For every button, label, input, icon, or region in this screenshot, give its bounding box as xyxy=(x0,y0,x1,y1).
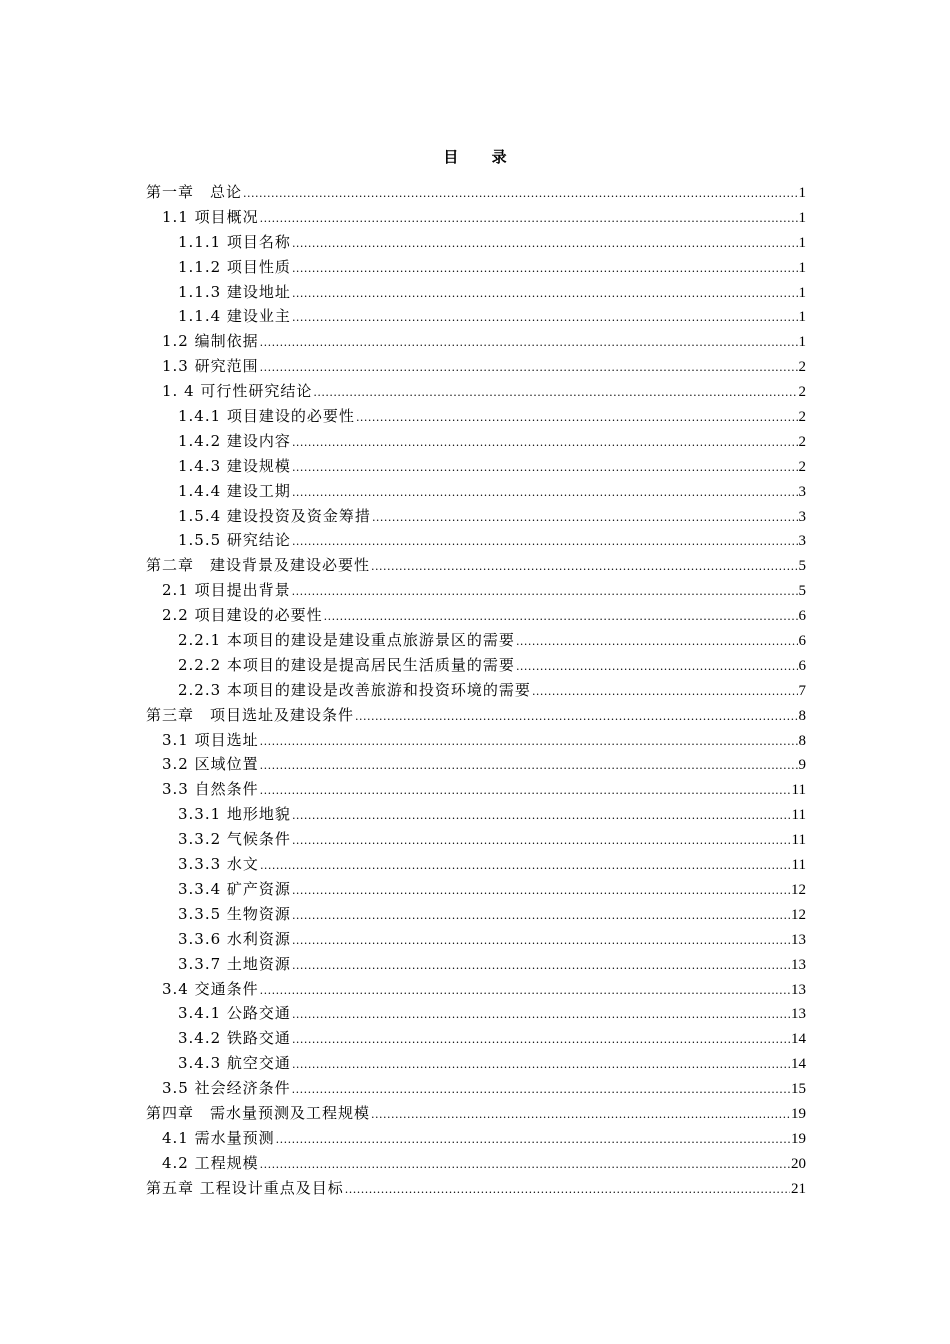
toc-dot-leader xyxy=(292,954,790,979)
toc-entry[interactable] xyxy=(146,329,806,354)
toc-entry-label: 2.2.2 本项目的建设是提高居民生活质量的需要 xyxy=(178,655,515,674)
toc-entry[interactable] xyxy=(146,379,806,404)
toc-entry-page: 7 xyxy=(798,682,806,699)
toc-entry-page: 11 xyxy=(791,782,806,799)
toc-entry-page: 19 xyxy=(791,1130,806,1147)
toc-dot-leader xyxy=(292,282,798,307)
toc-entry[interactable] xyxy=(146,354,806,379)
toc-entry-label: 2.2.1 本项目的建设是建设重点旅游景区的需要 xyxy=(178,631,515,650)
toc-dot-leader xyxy=(292,804,791,829)
toc-entry-label: 1.5.5 研究结论 xyxy=(178,531,291,550)
toc-dot-leader xyxy=(260,1153,790,1178)
toc-entry-page: 3 xyxy=(798,533,806,550)
toc-entry-label: 1.1.3 建设地址 xyxy=(178,282,291,301)
toc-dot-leader xyxy=(313,381,797,406)
toc-dot-leader xyxy=(260,207,798,232)
toc-entry[interactable] xyxy=(146,180,806,205)
toc-entry[interactable] xyxy=(146,852,806,877)
table-of-contents xyxy=(146,180,806,1201)
toc-entry-label: 2.2 项目建设的必要性 xyxy=(162,606,323,625)
toc-entry[interactable] xyxy=(146,728,806,753)
toc-entry[interactable] xyxy=(146,952,806,977)
toc-entry-page: 2 xyxy=(798,433,806,450)
toc-entry-page: 6 xyxy=(798,633,806,650)
toc-entry-label: 1.4.1 项目建设的必要性 xyxy=(178,407,355,426)
toc-dot-leader xyxy=(532,680,798,705)
toc-dot-leader xyxy=(292,530,798,555)
toc-entry-label: 3.4.3 航空交通 xyxy=(178,1054,291,1073)
toc-entry-label: 4.2 工程规模 xyxy=(162,1153,259,1172)
toc-entry-page: 12 xyxy=(791,906,806,923)
toc-dot-leader xyxy=(292,1003,790,1028)
toc-entry[interactable] xyxy=(146,1101,806,1126)
toc-entry-label: 第四章 需水量预测及工程规模 xyxy=(146,1103,371,1122)
toc-dot-leader xyxy=(292,257,798,282)
toc-entry-label: 3.3.3 水文 xyxy=(178,855,259,874)
toc-entry-label: 3.5 社会经济条件 xyxy=(162,1079,291,1098)
toc-entry[interactable] xyxy=(146,1176,806,1201)
toc-dot-leader xyxy=(276,1128,790,1153)
toc-entry-label: 第三章 项目选址及建设条件 xyxy=(146,705,355,724)
toc-entry[interactable] xyxy=(146,1126,806,1151)
toc-dot-leader xyxy=(356,406,798,431)
toc-entry[interactable] xyxy=(146,454,806,479)
toc-entry-label: 3.3.2 气候条件 xyxy=(178,830,291,849)
toc-entry[interactable] xyxy=(146,1076,806,1101)
toc-entry-label: 1.1 项目概况 xyxy=(162,207,259,226)
toc-entry-page: 1 xyxy=(798,234,806,251)
toc-entry-page: 12 xyxy=(791,881,806,898)
toc-entry-label: 1.4.4 建设工期 xyxy=(178,481,291,500)
toc-entry-label: 1.1.1 项目名称 xyxy=(178,232,291,251)
toc-entry[interactable] xyxy=(146,479,806,504)
toc-entry-page: 6 xyxy=(798,608,806,625)
toc-entry-label: 1.1.2 项目性质 xyxy=(178,257,291,276)
toc-entry-label: 1.5.4 建设投资及资金筹措 xyxy=(178,506,371,525)
toc-dot-leader xyxy=(292,1078,790,1103)
toc-entry[interactable] xyxy=(146,429,806,454)
toc-entry-page: 1 xyxy=(798,185,806,201)
toc-entry[interactable] xyxy=(146,877,806,902)
toc-entry-label: 1.2 编制依据 xyxy=(162,332,259,351)
toc-entry-label: 第五章 工程设计重点及目标 xyxy=(146,1178,344,1197)
toc-entry[interactable] xyxy=(146,528,806,553)
toc-entry-label: 2.2.3 本项目的建设是改善旅游和投资环境的需要 xyxy=(178,680,531,699)
toc-entry-label: 3.4.1 公路交通 xyxy=(178,1004,291,1023)
toc-entry-label: 3.2 区域位置 xyxy=(162,755,259,774)
toc-entry[interactable] xyxy=(146,280,806,305)
toc-entry-page: 14 xyxy=(791,1031,806,1048)
toc-entry-label: 第二章 建设背景及建设必要性 xyxy=(146,556,371,575)
toc-entry-page: 8 xyxy=(798,732,806,749)
toc-entry-page: 15 xyxy=(791,1081,806,1098)
toc-dot-leader xyxy=(355,705,797,730)
toc-entry-page: 14 xyxy=(791,1056,806,1073)
toc-entry-label: 4.1 需水量预测 xyxy=(162,1128,275,1147)
toc-entry[interactable] xyxy=(146,578,806,603)
toc-dot-leader xyxy=(292,431,798,456)
toc-entry-page: 11 xyxy=(791,832,806,849)
toc-entry-page: 3 xyxy=(798,508,806,525)
toc-entry[interactable] xyxy=(146,553,806,578)
toc-entry-page: 19 xyxy=(791,1105,806,1122)
toc-dot-leader xyxy=(292,1028,790,1053)
toc-dot-leader xyxy=(260,779,791,804)
toc-entry-page: 5 xyxy=(798,558,806,575)
toc-entry[interactable] xyxy=(146,1001,806,1026)
toc-dot-leader xyxy=(292,456,798,481)
toc-entry-page: 8 xyxy=(798,707,806,724)
toc-entry-page: 2 xyxy=(798,384,806,401)
toc-entry[interactable] xyxy=(146,703,806,728)
toc-title: 目 录 xyxy=(443,148,521,166)
toc-entry-page: 20 xyxy=(791,1155,806,1172)
toc-entry-label: 1.3 研究范围 xyxy=(162,357,259,376)
toc-entry-label: 1. 4 可行性研究结论 xyxy=(162,382,313,401)
toc-entry[interactable] xyxy=(146,603,806,628)
toc-entry[interactable] xyxy=(146,802,806,827)
toc-entry[interactable] xyxy=(146,1151,806,1176)
toc-dot-leader xyxy=(260,979,790,1004)
toc-entry-label: 3.4.2 铁路交通 xyxy=(178,1029,291,1048)
toc-entry-page: 1 xyxy=(798,309,806,326)
toc-entry-label: 第一章 总论 xyxy=(146,183,243,201)
toc-dot-leader xyxy=(260,730,798,755)
toc-entry-label: 1.1.4 建设业主 xyxy=(178,307,291,326)
toc-entry-page: 13 xyxy=(791,931,806,948)
toc-dot-leader xyxy=(292,481,798,506)
toc-dot-leader xyxy=(292,580,798,605)
toc-entry[interactable] xyxy=(146,752,806,777)
toc-entry-page: 21 xyxy=(791,1180,806,1197)
toc-entry[interactable] xyxy=(146,1051,806,1076)
toc-dot-leader xyxy=(371,1103,790,1128)
toc-entry[interactable] xyxy=(146,827,806,852)
toc-entry-page: 6 xyxy=(798,657,806,674)
toc-entry[interactable] xyxy=(146,927,806,952)
toc-entry-page: 11 xyxy=(791,807,806,824)
toc-entry-label: 3.3.1 地形地貌 xyxy=(178,805,291,824)
toc-entry-page: 9 xyxy=(798,757,806,774)
toc-entry[interactable] xyxy=(146,205,806,230)
toc-dot-leader xyxy=(324,605,798,630)
toc-entry[interactable] xyxy=(146,255,806,280)
toc-entry-page: 1 xyxy=(798,334,806,351)
toc-entry[interactable] xyxy=(146,653,806,678)
toc-entry-page: 1 xyxy=(798,209,806,226)
toc-entry[interactable] xyxy=(146,504,806,529)
toc-dot-leader xyxy=(372,506,798,531)
toc-entry-page: 2 xyxy=(798,409,806,426)
toc-dot-leader xyxy=(260,854,791,879)
toc-entry-page: 2 xyxy=(798,359,806,376)
toc-entry-label: 1.4.2 建设内容 xyxy=(178,431,291,450)
toc-entry-page: 3 xyxy=(798,483,806,500)
toc-dot-leader xyxy=(292,829,791,854)
toc-entry-label: 3.4 交通条件 xyxy=(162,979,259,998)
toc-entry-page: 2 xyxy=(798,458,806,475)
toc-entry-page: 5 xyxy=(798,583,806,600)
toc-entry-label: 1.4.3 建设规模 xyxy=(178,456,291,475)
toc-entry-page: 1 xyxy=(798,259,806,276)
toc-entry-label: 3.3.7 土地资源 xyxy=(178,954,291,973)
toc-entry-page: 1 xyxy=(798,284,806,301)
toc-dot-leader xyxy=(516,630,798,655)
toc-dot-leader xyxy=(243,182,797,207)
toc-dot-leader xyxy=(260,754,798,779)
toc-dot-leader xyxy=(292,879,790,904)
toc-entry-label: 3.3 自然条件 xyxy=(162,780,259,799)
toc-dot-leader xyxy=(345,1178,790,1203)
toc-entry[interactable] xyxy=(146,1026,806,1051)
toc-dot-leader xyxy=(260,356,798,381)
toc-dot-leader xyxy=(292,1053,790,1078)
toc-entry[interactable] xyxy=(146,628,806,653)
toc-entry-page: 13 xyxy=(791,1006,806,1023)
toc-dot-leader xyxy=(292,929,790,954)
toc-entry[interactable] xyxy=(146,230,806,255)
toc-entry[interactable] xyxy=(146,404,806,429)
toc-entry[interactable] xyxy=(146,777,806,802)
toc-dot-leader xyxy=(292,904,790,929)
toc-entry[interactable] xyxy=(146,678,806,703)
toc-dot-leader xyxy=(371,555,797,580)
toc-dot-leader xyxy=(292,306,798,331)
toc-entry-page: 11 xyxy=(791,857,806,874)
toc-dot-leader xyxy=(260,331,798,356)
toc-entry-label: 3.1 项目选址 xyxy=(162,730,259,749)
toc-dot-leader xyxy=(292,232,798,257)
toc-entry-label: 3.3.5 生物资源 xyxy=(178,904,291,923)
toc-entry[interactable] xyxy=(146,977,806,1002)
toc-dot-leader xyxy=(516,655,798,680)
toc-entry-label: 2.1 项目提出背景 xyxy=(162,581,291,600)
toc-entry-page: 13 xyxy=(791,981,806,998)
toc-entry-label: 3.3.4 矿产资源 xyxy=(178,879,291,898)
toc-entry[interactable] xyxy=(146,902,806,927)
toc-entry-label: 3.3.6 水利资源 xyxy=(178,929,291,948)
toc-entry-page: 13 xyxy=(791,956,806,973)
toc-entry[interactable] xyxy=(146,304,806,329)
